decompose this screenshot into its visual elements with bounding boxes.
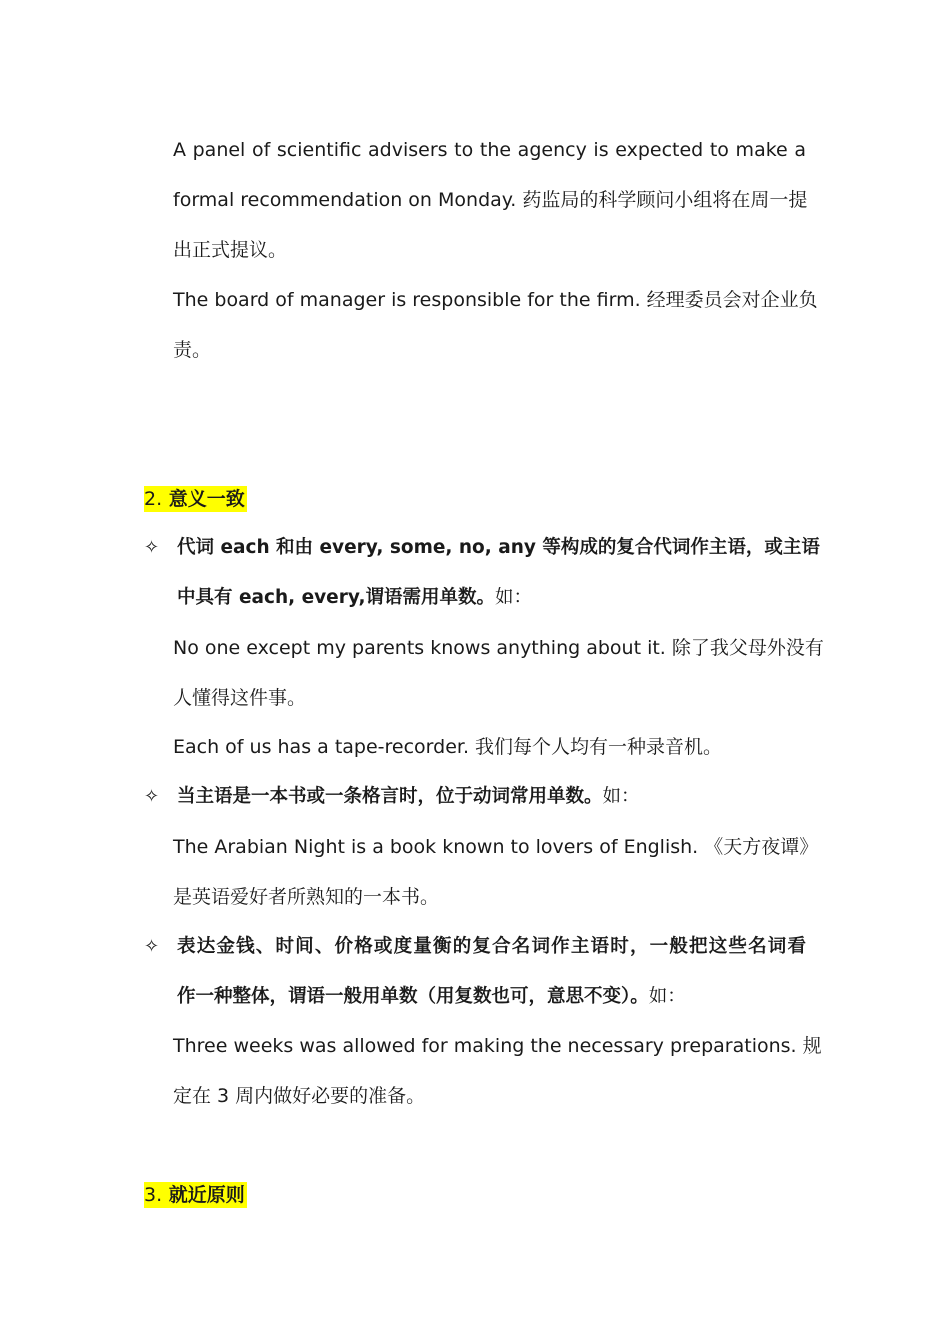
rule-text xyxy=(177,784,806,810)
rule-tail-text: 如： xyxy=(648,986,686,1007)
paragraph-line: 责。 xyxy=(173,339,212,361)
section-title: 就近原则 xyxy=(168,1184,245,1206)
rule-tail-text: 如： xyxy=(495,587,533,608)
example-line: 定在 3 周内做好必要的准备。 xyxy=(173,1085,426,1107)
paragraph-line: A panel of scientific advisers to the agency is expected to make a xyxy=(173,139,806,161)
rule-text-continued xyxy=(177,984,806,1010)
rule-bold-text: 中具有 each, every,谓语需用单数。 xyxy=(177,587,496,608)
example-line: The Arabian Night is a book known to lovers of English. 《天方夜谭》 xyxy=(173,836,819,858)
rule-bold-text: 当主语是一本书或一条格言时，位于动词常用单数。 xyxy=(177,786,603,807)
paragraph-line: 出正式提议。 xyxy=(173,239,288,261)
rule-bold-text: 作一种整体，谓语一般用单数（用复数也可，意思不变）。 xyxy=(177,986,649,1007)
example-line: Three weeks was allowed for making the necessary preparations. 规 xyxy=(173,1035,822,1057)
example-line: 是英语爱好者所熟知的一本书。 xyxy=(173,886,440,908)
example-line: No one except my parents knows anything about it. 除了我父母外没有 xyxy=(173,637,824,659)
section-title: 意义一致 xyxy=(168,488,245,510)
bullet-icon: ✧ xyxy=(144,537,160,558)
section-heading-2 xyxy=(144,486,247,512)
rule-text: 表达金钱、时间、价格或度量衡的复合名词作主语时，一般把这些名词看 xyxy=(177,936,806,957)
bullet-icon: ✧ xyxy=(144,786,160,807)
example-line: Each of us has a tape-recorder. 我们每个人均有一种录音机。 xyxy=(173,736,723,758)
paragraph-line: The board of manager is responsible for the firm. 经理委员会对企业负 xyxy=(173,289,818,311)
section-number: 3. xyxy=(144,1184,163,1206)
example-line: 人懂得这件事。 xyxy=(173,687,307,709)
rule-text-continued xyxy=(177,585,806,611)
section-heading-3 xyxy=(144,1182,247,1208)
rule-text: 代词 each 和由 every, some, no, any 等构成的复合代词作主语，或主语 xyxy=(177,537,820,558)
rule-tail-text: 如： xyxy=(602,786,640,807)
paragraph-line: formal recommendation on Monday. 药监局的科学顾问小组将在周一提 xyxy=(173,189,808,211)
section-number: 2. xyxy=(144,488,163,510)
bullet-icon: ✧ xyxy=(144,936,160,957)
